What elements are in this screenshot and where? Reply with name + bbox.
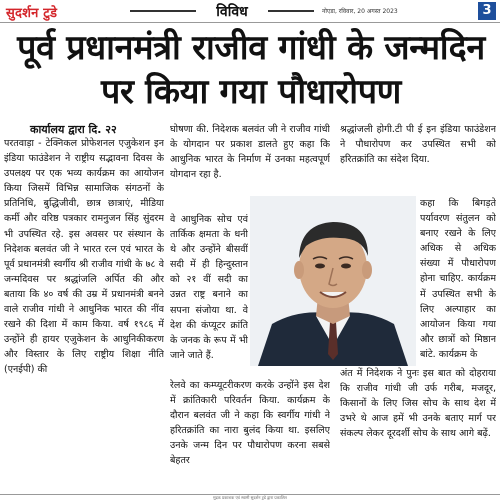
article-column-3-middle: कहा कि बिगड़ते पर्यावरण संतुलन को बनाए रखने के लिए अधिक से अधिक संख्या में पौधारोपण होना चाहिए. कार्यक्रम में उपस्थित सभी के लिए अल्पाहार का आयोजन किया गया और छात्रों को मिष्ठान बांटे. कार्यक्रम के [420,198,496,360]
article-column-3-top: श्रद्धांजली होगी.टी पी ई इन इंडिया फाउंडेशन ने पौधारोपण कर उपस्थित सभी को हरितक्रांति का संदेश दिया. [340,124,496,166]
article-column-1: परतवाड़ा - टेक्निकल प्रोफेशनल एजुकेशन इन इंडिया फाउंडेशन ने राष्ट्रीय सद्भावना दिवस के उपलक्ष्य पर एक भव्य कार्यक्रम का आयोजन किया जिसमें विभिन्न सामाजिक संगठनों के प्रतिनिधि, बुद्धिजीवी, छात्र छात्राएं, मीडिया कर्मी और वरिष्ठ पत्रकार रामनुजन सिंह सुंदरम भी उपस्थित रहे. इस अवसर पर संस्थान के निदेशक बलवंत जी ने भारत रत्न एवं भारत के पूर्व प्रधानमंत्री स्वर्गीय श्री राजीव गांधी के ७८ वे जन्मदिवस पर श्रद्धांजलि अर्पित की और बताया कि ४० वर्ष की उम्र में प्रधानमंत्री बनने वाले राजीव गांधी ने आधुनिक भारत की नींव रखने की दिशा में काम किया. वर्ष १९८६ में उन्होंने ही हायर एजुकेशन के आधुनिकीकरण और विस्तार के लिए राष्ट्रीय शिक्षा नीति (एनईपी) की [4,138,164,376]
article-column-2-bottom: रेलवे का कम्प्यूटरीकरण करके उन्होंने इस देश में क्रांतिकारी परिवर्तन किया. कार्यक्रम के दौरान बलवंत जी ने कहा कि स्वर्गीय गांधी ने हरितक्रांति का नारा बुलंद किया था. इसलिए उनके जन्म दिन पर पौधारोपण करना सबसे बेहतर [170,380,330,467]
portrait-photo [250,196,416,366]
header-rule [0,22,500,23]
byline: कार्यालय द्वारा दि. २२ [30,123,117,136]
portrait-illustration [250,196,416,366]
article-column-2-top: घोषणा की. निदेशक बलवंत जी ने राजीव गांधी के योगदान पर प्रकाश डालते हुए कहा कि आधुनिक भारत के निर्माण में उनका महत्वपूर्ण योगदान रहा है. [170,124,330,181]
page-header [0,0,500,24]
masthead: सुदर्शन टुडे [6,6,58,21]
dateline: नोएडा, रविवार, 20 अगस्त 2023 [322,8,398,15]
page-number: 3 [478,2,496,20]
article-column-3-bottom: अंत में निदेशक ने पुनः इस बात को दोहराया कि राजीव गांधी जी उर्फ गरीब, मजदूर, किसानों के लिए जिस सोच के साथ देश में उभरे थे आज हमें भी उनके बताए मार्ग पर संकल्प लेकर दूरदर्शी सोच के साथ आगे बढ़ें. [340,368,496,440]
article-column-2-middle: वे आधुनिक सोच एवं तार्किक क्षमता के धनी थे और उन्होंने बीसवीं सदी में ही हिन्दुस्तान को २१ वीं सदी का उन्नत राष्ट्र बनाने का सपना संजोया था. वे देश की कंप्यूटर क्रांति के जनक के रूप में भी जाने जाते हैं. [170,214,248,361]
section-rule-right [268,10,314,12]
section-rule-left [130,10,196,12]
footer-imprint: मुद्रक प्रकाशक एवं स्वामी सुदर्शन टुडे द्वारा प्रकाशित [213,495,287,500]
headline: पूर्व प्रधानमंत्री राजीव गांधी के जन्मदिन पर किया गया पौधारोपण [17,28,485,112]
section-title: विविध [216,4,248,20]
